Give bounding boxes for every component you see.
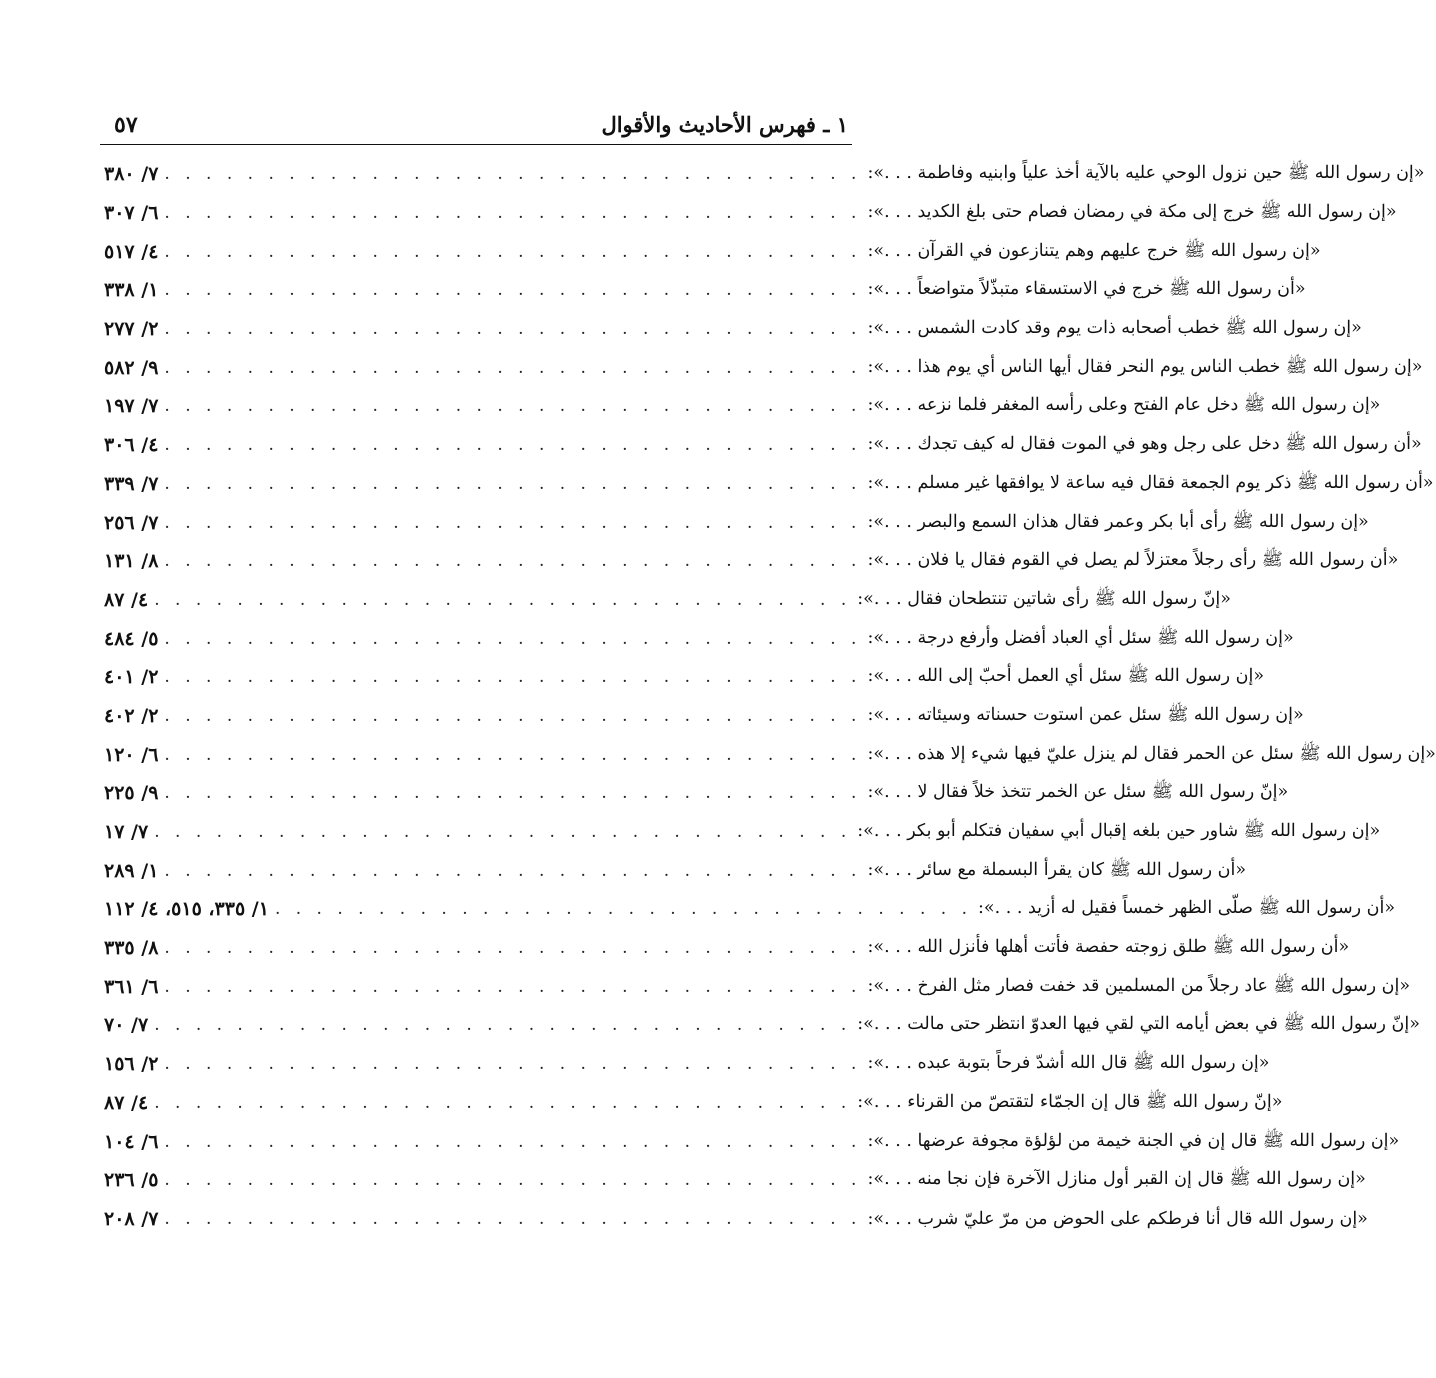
dot-leader: . . . . . . . . . . . . . . . . . . . . . . . . . . . . . . . . . .: [164, 435, 862, 456]
entry-text: «إن رسول الله ﷺ دخل عام الفتح وعلى رأسه المغفر فلما نزعه . . .»:: [867, 395, 1381, 416]
dot-leader: . . . . . . . . . . . . . . . . . . . . . . . . . . . . . . . . . .: [154, 822, 852, 843]
entry-reference: ٥/ ٤٨٤: [104, 627, 159, 650]
index-entry: [100, 387, 1381, 426]
index-entry: [100, 735, 1436, 774]
page-header: [100, 108, 852, 145]
index-entry: [100, 348, 1423, 387]
entry-reference: ٩/ ٥٨٢: [104, 356, 159, 379]
entry-text: «إن رسول الله ﷺ سئل أي العباد أفضل وأرفع درجة . . .»:: [867, 627, 1294, 648]
entry-text: «أن رسول الله ﷺ ذكر يوم الجمعة فقال فيه ساعة لا يوافقها غير مسلم . . .»:: [867, 472, 1434, 493]
entry-reference: ٧/ ٣٣٩: [104, 472, 159, 495]
dot-leader: . . . . . . . . . . . . . . . . . . . . . . . . . . . . . . . . . .: [164, 1054, 862, 1075]
dot-leader: . . . . . . . . . . . . . . . . . . . . . . . . . . . . . . . . . .: [164, 667, 862, 688]
dot-leader: . . . . . . . . . . . . . . . . . . . . . . . . . . . . . . . . . .: [164, 512, 862, 533]
entry-text: «أن رسول الله ﷺ كان يقرأ البسملة مع سائر . . .»:: [867, 859, 1247, 880]
dot-leader: . . . . . . . . . . . . . . . . . . . . . . . . . . . . . . . . . .: [164, 976, 862, 997]
entry-reference: ٢/ ١٥٦: [104, 1053, 159, 1076]
entry-text: «إنّ رسول الله ﷺ في بعض أيامه التي لقي فيها العدوّ انتظر حتى مالت . . .»:: [857, 1014, 1420, 1035]
entry-reference: ٤/ ٣٠٦: [104, 434, 159, 457]
entry-reference: ٨/ ١٣١: [104, 550, 159, 573]
index-entry: [100, 542, 1399, 581]
dot-leader: . . . . . . . . . . . . . . . . . . . . . . . . . . . . . . . . . .: [154, 1015, 852, 1036]
index-entry: [100, 619, 1294, 658]
dot-leader: . . . . . . . . . . . . . . . . . . . . . . . . . . . . . . . . . .: [154, 589, 852, 610]
index-entry: [100, 426, 1422, 465]
entry-reference: ٦/ ٣٦١: [104, 975, 159, 998]
entry-text: «إن رسول الله ﷺ خرج عليهم وهم يتنازعون في القرآن . . .»:: [867, 240, 1321, 261]
entry-text: «إنّ رسول الله ﷺ قال إن الجمّاء لتقتصّ من القرناء . . .»:: [857, 1091, 1283, 1112]
entry-reference: ٢/ ٢٧٧: [104, 318, 159, 341]
entry-reference: ٤/ ٨٧: [104, 588, 149, 611]
dot-leader: . . . . . . . . . . . . . . . . . . . . . . . . . . . . . . . . . .: [164, 1208, 862, 1229]
entry-reference: ٧/ ٢٠٨: [104, 1207, 159, 1230]
entry-reference: ٤/ ٥١٧: [104, 240, 159, 263]
entry-reference: ٥/ ٢٣٦: [104, 1169, 159, 1192]
entry-text: «إن رسول الله ﷺ سئل عن الحمر فقال لم ينزل عليّ فيها شيء إلا هذه . . .»:: [867, 743, 1436, 764]
index-entry: [100, 581, 1231, 620]
index-entry: [100, 967, 1411, 1006]
entry-text: «أن رسول الله ﷺ خرج في الاستسقاء متبذّلاً متواضعاً . . .»:: [867, 279, 1306, 300]
entry-text: «أن رسول الله ﷺ طلق زوجته حفصة فأتت أهلها فأنزل الله . . .»:: [867, 937, 1350, 958]
dot-leader: . . . . . . . . . . . . . . . . . . . . . . . . . . . . . . . . . .: [164, 628, 862, 649]
entry-text: «إن رسول الله ﷺ خرج إلى مكة في رمضان فصام حتى بلغ الكديد . . .»:: [867, 202, 1397, 223]
entry-reference: ٧/ ١٩٧: [104, 395, 159, 418]
dot-leader: . . . . . . . . . . . . . . . . . . . . . . . . . . . . . . . . . .: [164, 280, 862, 301]
index-entry: [100, 155, 1425, 194]
entry-reference: ١/ ٢٨٩: [104, 859, 159, 882]
entry-text: «إن رسول الله ﷺ شاور حين بلغه إقبال أبي سفيان فتكلم أبو بكر . . .»:: [857, 821, 1381, 842]
index-entry: [100, 1122, 1400, 1161]
entry-text: «إن رسول الله ﷺ عاد رجلاً من المسلمين قد خفت فصار مثل الفرخ . . .»:: [867, 975, 1411, 996]
index-entry: [100, 1084, 1283, 1123]
entry-text: «أن رسول الله ﷺ رأى رجلاً معتزلاً لم يصل في القوم فقال يا فلان . . .»:: [867, 550, 1399, 571]
entry-text: «إن رسول الله ﷺ قال إن في الجنة خيمة من لؤلؤة مجوفة عرضها . . .»:: [867, 1130, 1400, 1151]
dot-leader: . . . . . . . . . . . . . . . . . . . . . . . . . . . . . . . . . .: [164, 705, 862, 726]
dot-leader: . . . . . . . . . . . . . . . . . . . . . . . . . . . . . . . . . .: [164, 357, 862, 378]
index-entry: [100, 1045, 1270, 1084]
page-number: ٥٧: [114, 112, 138, 138]
entry-text: «إن رسول الله ﷺ رأى أبا بكر وعمر فقال هذان السمع والبصر . . .»:: [867, 511, 1369, 532]
entry-reference: ١/ ٣٣٥، ٥١٥، ٤/ ١١٢: [104, 898, 269, 921]
dot-leader: . . . . . . . . . . . . . . . . . . . . . . . . . . . . . . . . . .: [164, 396, 862, 417]
dot-leader: . . . . . . . . . . . . . . . . . . . . . . . . . . . . . . . . . .: [164, 319, 862, 340]
dot-leader: . . . . . . . . . . . . . . . . . . . . . . . . . . . . . . . . . .: [164, 164, 862, 185]
index-entry: [100, 1006, 1420, 1045]
entry-text: «إن رسول الله ﷺ خطب الناس يوم النحر فقال أيها الناس أي يوم هذا . . .»:: [867, 356, 1423, 377]
entry-text: «إن رسول الله ﷺ قال إن القبر أول منازل الآخرة فإن نجا منه . . .»:: [867, 1169, 1366, 1190]
index-entry: [100, 697, 1304, 736]
index-entry: [100, 851, 1247, 890]
entry-text: «إنّ رسول الله ﷺ رأى شاتين تنتطحان فقال . . .»:: [857, 588, 1231, 609]
entry-reference: ٢/ ٤٠١: [104, 666, 159, 689]
dot-leader: . . . . . . . . . . . . . . . . . . . . . . . . . . . . . . . . . .: [164, 551, 862, 572]
entry-reference: ٧/ ٣٨٠: [104, 163, 159, 186]
entry-text: «إن رسول الله قال أنا فرطكم على الحوض من مرّ عليّ شرب . . .»:: [867, 1208, 1368, 1229]
dot-leader: . . . . . . . . . . . . . . . . . . . . . . . . . . . . . . . . . .: [164, 203, 862, 224]
entry-reference: ٨/ ٣٣٥: [104, 937, 159, 960]
dot-leader: . . . . . . . . . . . . . . . . . . . . . . . . . . . . . . . . . .: [164, 860, 862, 881]
entry-text: «إن رسول الله ﷺ قال الله أشدّ فرحاً بتوبة عبده . . .»:: [867, 1053, 1270, 1074]
index-entry: [100, 658, 1265, 697]
index-entry: [100, 890, 1396, 929]
entry-reference: ٧/ ٢٥٦: [104, 511, 159, 534]
index-entry: [100, 503, 1369, 542]
entry-text: «إن رسول الله ﷺ خطب أصحابه ذات يوم وقد كادت الشمس . . .»:: [867, 318, 1362, 339]
dot-leader: . . . . . . . . . . . . . . . . . . . . . . . . . . . . . . . . . .: [164, 783, 862, 804]
index-page: [100, 108, 1436, 1238]
entry-reference: ٦/ ٣٠٧: [104, 202, 159, 225]
dot-leader: . . . . . . . . . . . . . . . . . . . . . . . . . . . . . . . . . .: [164, 1170, 862, 1191]
dot-leader: . . . . . . . . . . . . . . . . . . . . . . . . . . . . . . . . . .: [164, 473, 862, 494]
index-entry: [100, 929, 1350, 968]
dot-leader: . . . . . . . . . . . . . . . . . . . . . . . . . . . . . . . . . .: [164, 744, 862, 765]
entry-reference: ٦/ ١٢٠: [104, 743, 159, 766]
dot-leader: . . . . . . . . . . . . . . . . . . . . . . . . . . . . . . . . . .: [164, 938, 862, 959]
index-entry: [100, 194, 1397, 233]
entry-text: «إن رسول الله ﷺ حين نزول الوحي عليه بالآية أخذ علياً وابنيه وفاطمة . . .»:: [867, 163, 1425, 184]
dot-leader: . . . . . . . . . . . . . . . . . . . . . . . . . . . . . . . . . .: [274, 899, 972, 920]
index-entry: [100, 465, 1434, 504]
entry-text: «أن رسول الله ﷺ دخل على رجل وهو في الموت فقال له كيف تجدك . . .»:: [867, 434, 1422, 455]
entry-text: «إن رسول الله ﷺ سئل عمن استوت حسناته وسيئاته . . .»:: [867, 704, 1304, 725]
entry-reference: ٧/ ٧٠: [104, 1014, 149, 1037]
index-entry: [100, 774, 1289, 813]
hadith-index-list: [100, 155, 1436, 1238]
entry-reference: ٦/ ١٠٤: [104, 1130, 159, 1153]
dot-leader: . . . . . . . . . . . . . . . . . . . . . . . . . . . . . . . . . .: [164, 1131, 862, 1152]
entry-reference: ١/ ٣٣٨: [104, 279, 159, 302]
entry-reference: ٢/ ٤٠٢: [104, 704, 159, 727]
index-entry: [100, 310, 1362, 349]
entry-text: «إن رسول الله ﷺ سئل أي العمل أحبّ إلى الله . . .»:: [867, 666, 1265, 687]
entry-reference: ٩/ ٢٢٥: [104, 782, 159, 805]
page-title: ١ ـ فهرس الأحاديث والأقوال: [601, 112, 848, 137]
dot-leader: . . . . . . . . . . . . . . . . . . . . . . . . . . . . . . . . . .: [164, 241, 862, 262]
index-entry: [100, 1200, 1368, 1239]
entry-reference: ٧/ ١٧: [104, 821, 149, 844]
index-entry: [100, 232, 1321, 271]
index-entry: [100, 271, 1306, 310]
index-entry: [100, 1161, 1366, 1200]
index-entry: [100, 813, 1381, 852]
entry-text: «إنّ رسول الله ﷺ سئل عن الخمر تتخذ خلاً فقال لا . . .»:: [867, 782, 1289, 803]
dot-leader: . . . . . . . . . . . . . . . . . . . . . . . . . . . . . . . . . .: [154, 1092, 852, 1113]
entry-reference: ٤/ ٨٧: [104, 1091, 149, 1114]
entry-text: «أن رسول الله ﷺ صلّى الظهر خمساً فقيل له أزيد . . .»:: [978, 898, 1396, 919]
